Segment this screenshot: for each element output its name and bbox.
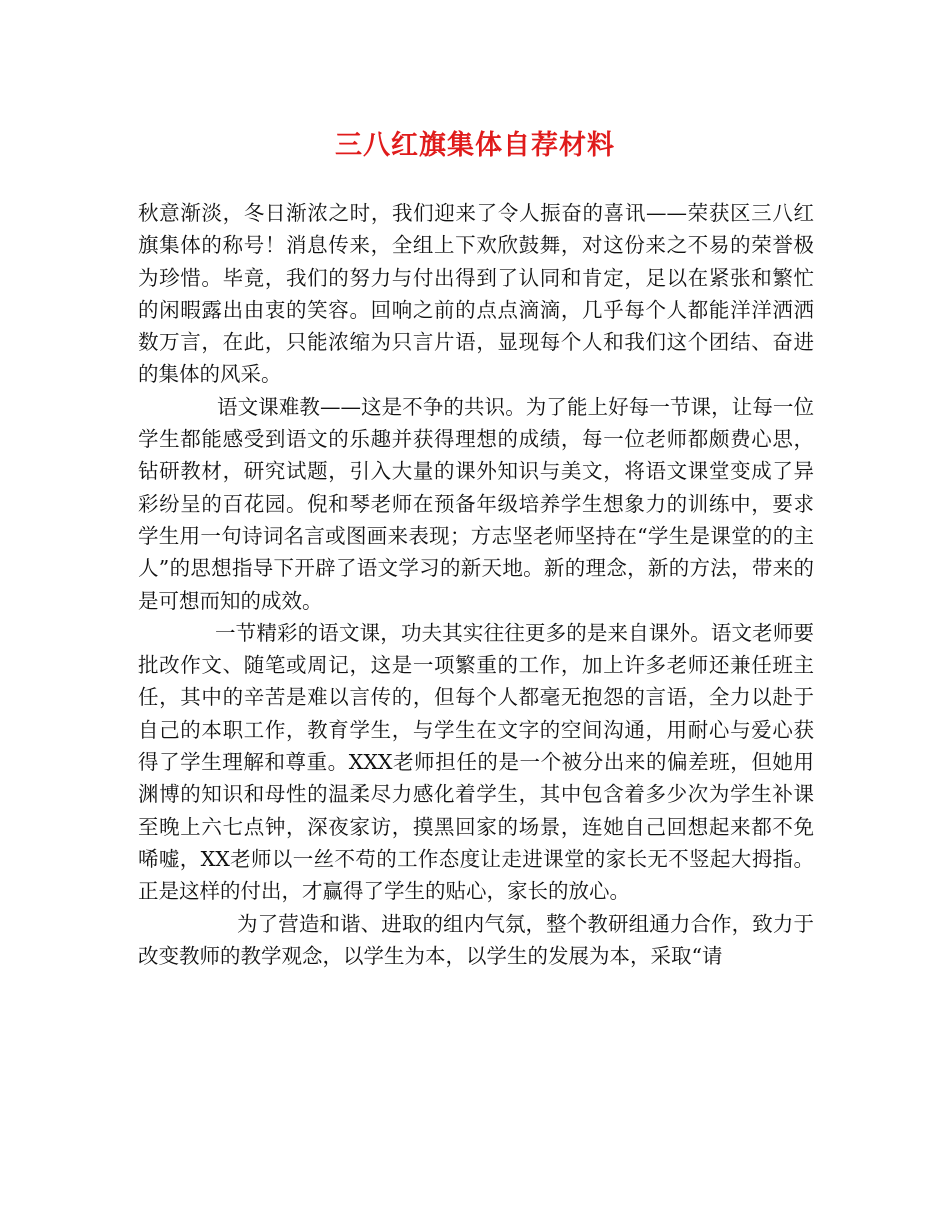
document-title: 三八红旗集体自荐材料 [335,130,615,161]
paragraph-1: 秋意渐淡，冬日渐浓之时，我们迎来了令人振奋的喜讯——荣获区三八红旗集体的称号！消息传来，全组上下欢欣鼓舞，对这份来之不易的荣誉极为珍惜。毕竟，我们的努力与付出得到了认同和肯定，足以在紧张和繁忙的闲暇露出由衷的笑容。回响之前的点点滴滴，几乎每个人都能洋洋洒洒数万言，在此，只能浓缩为只言片语，显现每个人和我们这个团结、奋进的集体的风采。 [138,201,814,387]
paragraph-3: 一节精彩的语文课，功夫其实往往更多的是来自课外。语文老师要批改作文、随笔或周记，这是一项繁重的工作，加上许多老师还兼任班主任，其中的辛苦是难以言传的，但每个人都毫无抱怨的言语，全力以赴于自己的本职工作，教育学生，与学生在文字的空间沟通，用耐心与爱心获得了学生理解和尊重。XXX老师担任的是一个被分出来的偏差班，但她用渊博的知识和母性的温柔尽力感化着学生，其中包含着多少次为学生补课至晚上六七点钟，深夜家访，摸黑回家的场景，连她自己回想起来都不免唏嘘，XX老师以一丝不苟的工作态度让走进课堂的家长无不竖起大拇指。正是这样的付出，才赢得了学生的贴心，家长的放心。 [138,620,814,904]
paragraph-4: 为了营造和谐、进取的组内气氛，整个教研组通力合作，致力于改变教师的教学观念，以学生为本，以学生的发展为本，采取“请 [138,911,814,968]
document-body [138,197,814,972]
paragraph-2: 语文课难教——这是不争的共识。为了能上好每一节课，让每一位学生都能感受到语文的乐趣并获得理想的成绩，每一位老师都颇费心思，钻研教材，研究试题，引入大量的课外知识与美文，将语文课堂变成了异彩纷呈的百花园。倪和琴老师在预备年级培养学生想象力的训练中，要求学生用一句诗词名言或图画来表现；方志坚老师坚持在“学生是课堂的的主人”的思想指导下开辟了语文学习的新天地。新的理念，新的方法，带来的是可想而知的成效。 [138,394,814,613]
